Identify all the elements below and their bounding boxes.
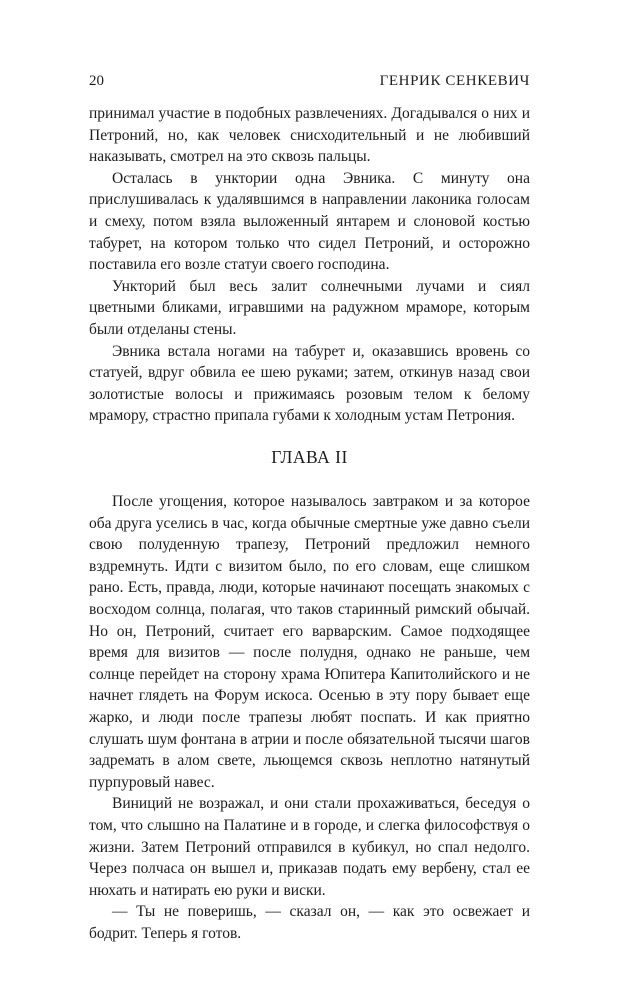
paragraph: принимал участие в подобных развлечениях. Догадывался о них и Петроний, но, как человек снисходительный и не любивший наказывать, смотрел на это сквозь пальцы. [89, 105, 530, 166]
page-number: 20 [89, 73, 104, 89]
section-1 [89, 103, 530, 427]
paragraph: Виниций не возражал, и они стали прохаживаться, беседуя о том, что слышно на Палатине и в городе, и слегка философствуя о жизни. Затем Петроний отправился в кубикул, но спал недолго. Через полчаса он вышел и, приказав подать ему вербену, стал ее нюхать и натирать ею руки и виски. [89, 795, 530, 899]
paragraph: Ункторий был весь залит солнечными лучами и сиял цветными бликами, игравшими на радужном мраморе, которым были отделаны стены. [89, 277, 530, 338]
section-2 [89, 491, 530, 944]
running-head: ГЕНРИК СЕНКЕВИЧ [379, 73, 530, 89]
paragraph: Эвника встала ногами на табурет и, оказавшись вровень со статуей, вдруг обвила ее шею руками; затем, откинув назад свои золотистые волосы и прижимаясь розовым телом к белому мрамору, страстно припала губами к холодным устам Петрония. [89, 342, 530, 425]
chapter-title: ГЛАВА II [271, 447, 348, 467]
page-header [89, 69, 530, 93]
paragraph: Осталась в унктории одна Эвника. С минуту она прислушивалась к удалявшимся в направлении лаконика голосам и смеху, потом взяла выложенный янтарем и слоновой костью табурет, на котором только что сидел Петроний, и осторожно поставила его возле статуи своего господина. [89, 169, 530, 274]
paragraph: После угощения, которое называлось завтраком и за которое оба друга уселись в час, когда обычные смертные уже давно съели свою полуденную трапезу, Петроний предложил немного вздремнуть. Идти с визитом было, по его словам, еще слишком рано. Есть, правда, люди, которые начинают посещать знакомых с восходом солнца, полагая, что таков старинный римский обычай. Но он, Петроний, считает его варварским. Самое подходящее время для визитов — после полудня, однако не раньше, чем солнце перейдет на сторону храма Юпитера Капитолийского и не начнет глядеть на Форум искоса. Осенью в эту пору бывает еще жарко, и люди после трапезы любят поспать. И как приятно слушать шум фонтана в атрии и после обязательной тысячи шагов задремать в алом свете, льющемся сквозь неплотно натянутый пурпуровый навес. [89, 493, 530, 791]
paragraph: — Ты не поверишь, — сказал он, — как это освежает и бодрит. Теперь я готов. [89, 903, 530, 942]
